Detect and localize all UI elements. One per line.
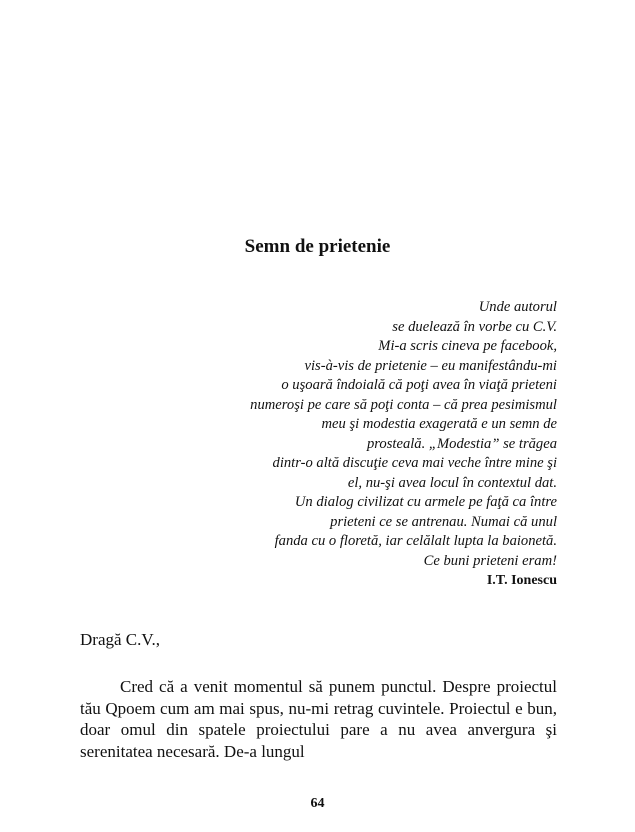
epigraph-line: Ce buni prieteni eram!	[423, 552, 557, 569]
epigraph	[250, 298, 557, 591]
epigraph-line: el, nu-şi avea locul în contextul dat.	[347, 474, 557, 491]
epigraph-line: vis-à-vis de prietenie – eu manifestându-mi	[304, 357, 557, 374]
epigraph-line: prieteni ce se antrenau. Numai că unul	[330, 513, 557, 530]
epigraph-line: fanda cu o floretă, iar celălalt lupta la baionetă.	[274, 533, 557, 549]
epigraph-line: dintr-o altă discuţie ceva mai veche între mine şi	[272, 455, 557, 471]
page-number: 64	[310, 796, 325, 811]
epigraph-line: se duelează în vorbe cu C.V.	[392, 318, 557, 335]
epigraph-line: o uşoară îndoială că poţi avea în viaţă prieteni	[281, 377, 557, 393]
epigraph-line: Unde autorul	[478, 299, 557, 315]
chapter-title: Semn de prietenie	[244, 236, 391, 257]
epigraph-author: I.T. Ionescu	[486, 573, 557, 588]
epigraph-line: Mi-a scris cineva pe facebook,	[378, 338, 557, 354]
epigraph-line: numeroşi pe care să poţi conta – că prea pesimismul	[250, 396, 557, 413]
epigraph-line: Un dialog civilizat cu armele pe faţă ca între	[294, 494, 557, 510]
epigraph-line: meu şi modestia exagerată e un semn de	[321, 416, 557, 432]
letter-salutation: Dragă C.V.,	[80, 630, 160, 649]
body-paragraph: Cred că a venit momentul să punem punctul. Despre proiectul tău Qpoem cum am mai spus, nu-mi retrag cuvintele. Proiectul e bun, doar omul din spatele proiectului pare a nu avea anvergura şi serenitatea necesară. De-a lungul	[80, 677, 557, 761]
epigraph-line: prosteală. „Modestia” se trăgea	[367, 435, 557, 452]
